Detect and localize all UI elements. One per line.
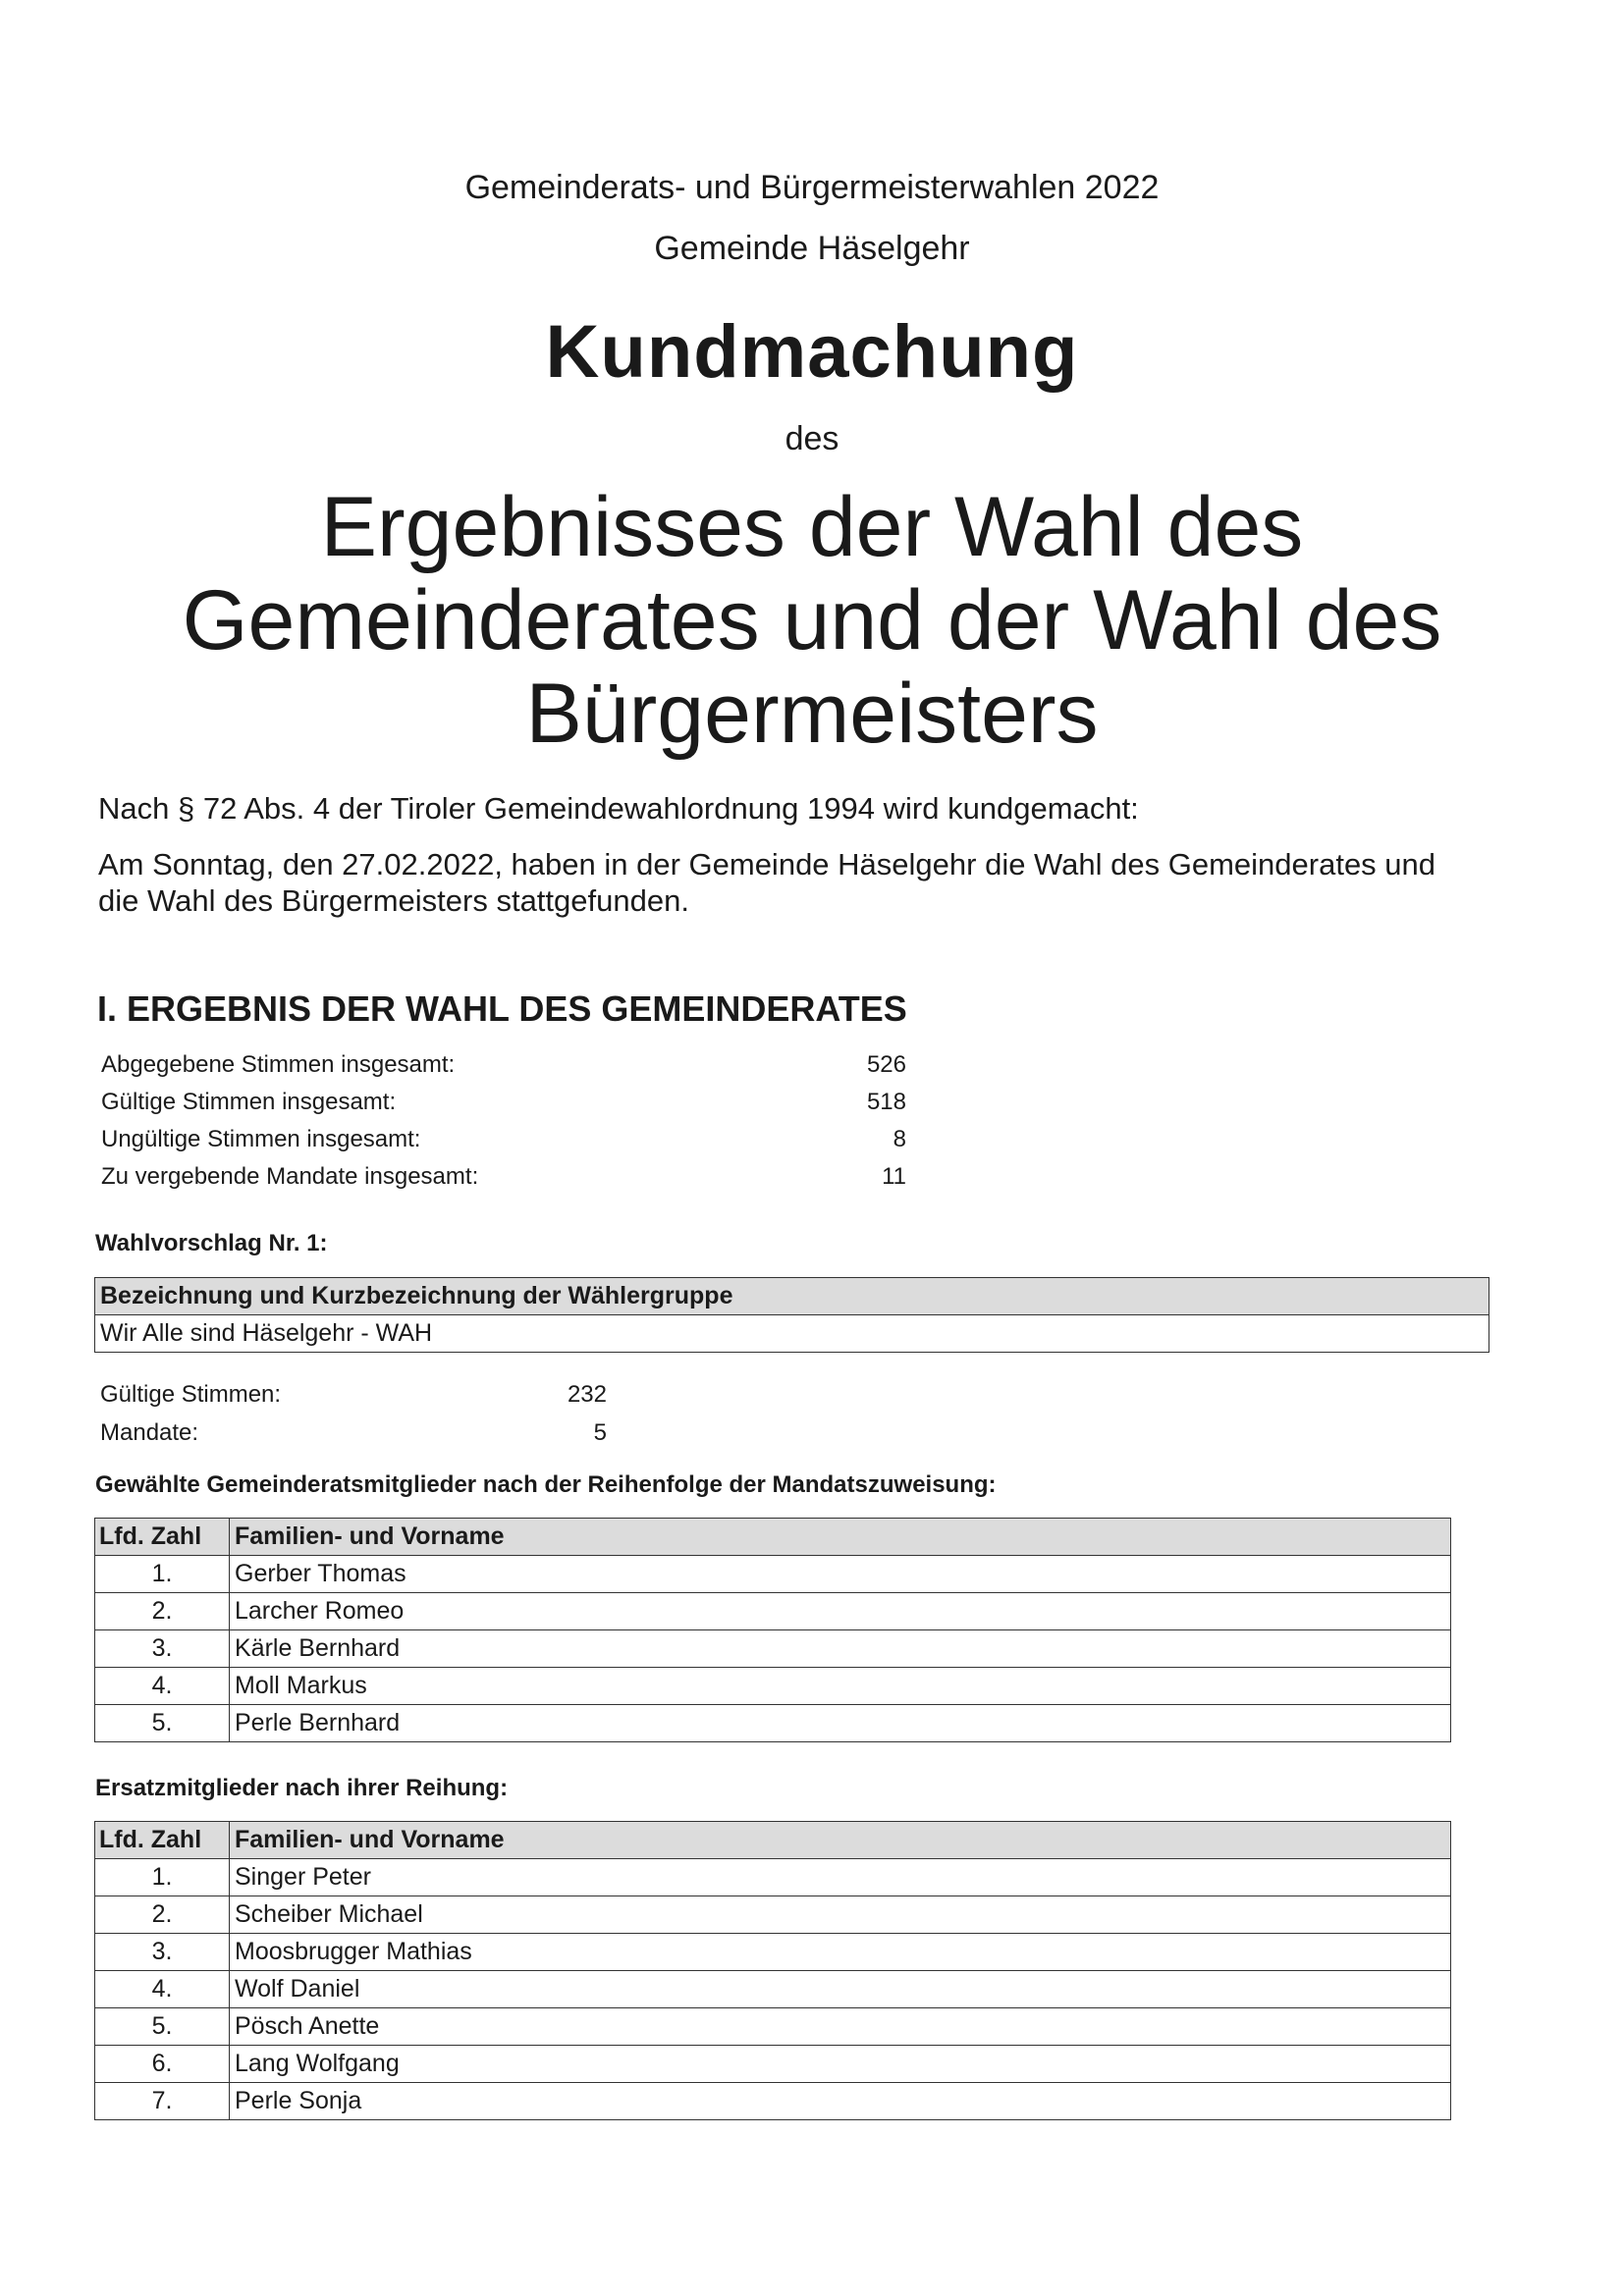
stat-label: Gültige Stimmen insgesamt: <box>101 1089 397 1115</box>
col-name-header: Familien- und Vorname <box>230 1519 1451 1556</box>
member-name: Scheiber Michael <box>230 1896 1451 1934</box>
col-number-header: Lfd. Zahl <box>95 1519 230 1556</box>
table-row <box>95 2008 1451 2046</box>
mandates-value: 5 <box>593 1419 607 1446</box>
row-number: 3. <box>95 1630 230 1668</box>
elected-heading: Gewählte Gemeinderatsmitglieder nach der Reihenfolge der Mandatszuweisung: <box>95 1471 997 1498</box>
subject-line-1: Ergebnisses der Wahl des <box>320 480 1304 574</box>
stat-row <box>101 1126 906 1163</box>
legal-basis: Nach § 72 Abs. 4 der Tiroler Gemeindewahlordnung 1994 wird kundgemacht: <box>98 791 1139 826</box>
table-row <box>95 1556 1451 1593</box>
title-connector: des <box>785 420 839 457</box>
valid-votes-row <box>100 1381 607 1418</box>
stat-value: 518 <box>866 1089 906 1115</box>
row-number: 7. <box>95 2083 230 2120</box>
table-row <box>95 1934 1451 1971</box>
row-number: 2. <box>95 1896 230 1934</box>
row-number: 4. <box>95 1668 230 1705</box>
table-header-row <box>95 1278 1489 1315</box>
intro-paragraph <box>98 846 1532 919</box>
table-row <box>95 2083 1451 2120</box>
election-title: Gemeinderats- und Bürgermeisterwahlen 2022 <box>464 169 1160 206</box>
document-title: Kundmachung <box>545 310 1079 394</box>
row-number: 3. <box>95 1934 230 1971</box>
table-row <box>95 2046 1451 2083</box>
section-title: I. ERGEBNIS DER WAHL DES GEMEINDERATES <box>97 988 907 1029</box>
municipality-name: Gemeinde Häselgehr <box>654 230 970 267</box>
stat-row <box>101 1089 906 1126</box>
stat-label: Ungültige Stimmen insgesamt: <box>101 1126 421 1152</box>
stat-value: 526 <box>866 1051 906 1078</box>
stat-row <box>101 1163 906 1201</box>
table-row <box>95 1971 1451 2008</box>
member-name: Gerber Thomas <box>230 1556 1451 1593</box>
subject-line-2: Gemeinderates und der Wahl des <box>182 573 1442 667</box>
table-row <box>95 1668 1451 1705</box>
stat-label: Zu vergebende Mandate insgesamt: <box>101 1163 479 1190</box>
row-number: 6. <box>95 2046 230 2083</box>
member-name: Kärle Bernhard <box>230 1630 1451 1668</box>
member-name: Perle Sonja <box>230 2083 1451 2120</box>
intro-line-1: Am Sonntag, den 27.02.2022, haben in der Gemeinde Häselgehr die Wahl des Gemeinderates und <box>98 847 1436 881</box>
valid-votes-value: 232 <box>567 1381 607 1408</box>
table-header-row <box>95 1822 1451 1859</box>
row-number: 2. <box>95 1593 230 1630</box>
stat-label: Abgegebene Stimmen insgesamt: <box>101 1051 456 1078</box>
member-name: Singer Peter <box>230 1859 1451 1896</box>
col-name-header: Familien- und Vorname <box>230 1822 1451 1859</box>
member-name: Lang Wolfgang <box>230 2046 1451 2083</box>
substitute-table <box>94 1821 1451 2120</box>
substitute-heading: Ersatzmitglieder nach ihrer Reihung: <box>95 1775 509 1801</box>
col-number-header: Lfd. Zahl <box>95 1822 230 1859</box>
row-number: 5. <box>95 1705 230 1742</box>
table-row <box>95 1630 1451 1668</box>
table-row <box>95 1705 1451 1742</box>
row-number: 4. <box>95 1971 230 2008</box>
group-name: Wir Alle sind Häselgehr - WAH <box>95 1315 1489 1353</box>
table-row <box>95 1315 1489 1353</box>
mandates-label: Mandate: <box>100 1419 199 1446</box>
intro-line-2: die Wahl des Bürgermeisters stattgefunden. <box>98 883 689 918</box>
stat-value: 11 <box>882 1163 906 1190</box>
wahlvorschlag-heading: Wahlvorschlag Nr. 1: <box>95 1230 328 1256</box>
member-name: Wolf Daniel <box>230 1971 1451 2008</box>
group-header: Bezeichnung und Kurzbezeichnung der Wählergruppe <box>95 1278 1489 1315</box>
mandates-row <box>100 1419 607 1457</box>
member-name: Larcher Romeo <box>230 1593 1451 1630</box>
table-header-row <box>95 1519 1451 1556</box>
row-number: 1. <box>95 1556 230 1593</box>
stat-row <box>101 1051 906 1089</box>
table-row <box>95 1593 1451 1630</box>
member-name: Perle Bernhard <box>230 1705 1451 1742</box>
elected-table <box>94 1518 1451 1742</box>
subject-line-3: Bürgermeisters <box>525 667 1099 761</box>
row-number: 5. <box>95 2008 230 2046</box>
stat-value: 8 <box>893 1126 906 1152</box>
document-subject <box>0 481 1624 761</box>
row-number: 1. <box>95 1859 230 1896</box>
group-table <box>94 1277 1489 1353</box>
member-name: Moll Markus <box>230 1668 1451 1705</box>
valid-votes-label: Gültige Stimmen: <box>100 1381 282 1408</box>
member-name: Moosbrugger Mathias <box>230 1934 1451 1971</box>
table-row <box>95 1859 1451 1896</box>
table-row <box>95 1896 1451 1934</box>
member-name: Pösch Anette <box>230 2008 1451 2046</box>
